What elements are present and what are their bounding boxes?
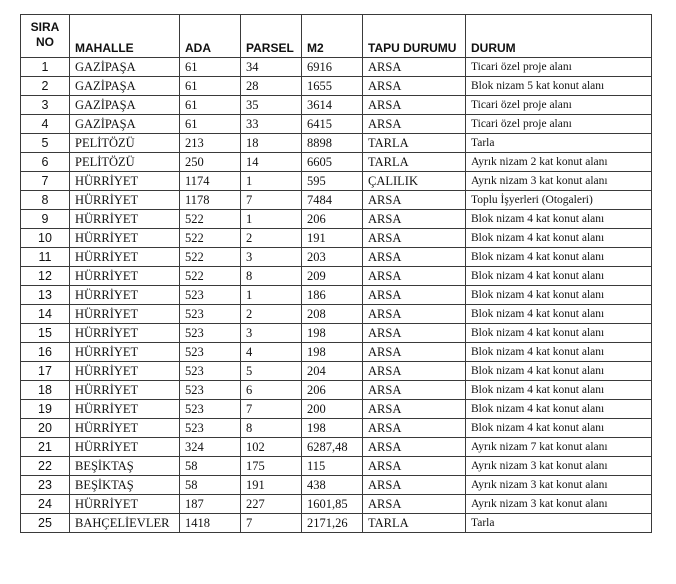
cell-m2: 186 bbox=[302, 286, 363, 305]
cell-parsel: 102 bbox=[241, 438, 302, 457]
cell-durum: Ticari özel proje alanı bbox=[466, 115, 652, 134]
cell-durum: Blok nizam 4 kat konut alanı bbox=[466, 400, 652, 419]
cell-durum: Blok nizam 4 kat konut alanı bbox=[466, 343, 652, 362]
cell-tapu-durumu: ARSA bbox=[363, 495, 466, 514]
table-row bbox=[21, 438, 652, 457]
cell-ada: 61 bbox=[180, 115, 241, 134]
cell-m2: 6605 bbox=[302, 153, 363, 172]
cell-sira-no: 11 bbox=[21, 248, 70, 267]
cell-m2: 3614 bbox=[302, 96, 363, 115]
cell-mahalle: BEŞİKTAŞ bbox=[70, 457, 180, 476]
cell-parsel: 1 bbox=[241, 172, 302, 191]
cell-parsel: 7 bbox=[241, 191, 302, 210]
cell-tapu-durumu: ARSA bbox=[363, 343, 466, 362]
cell-parsel: 2 bbox=[241, 305, 302, 324]
cell-sira-no: 23 bbox=[21, 476, 70, 495]
cell-parsel: 227 bbox=[241, 495, 302, 514]
table-row bbox=[21, 286, 652, 305]
cell-sira-no: 8 bbox=[21, 191, 70, 210]
cell-durum: Blok nizam 4 kat konut alanı bbox=[466, 229, 652, 248]
cell-ada: 61 bbox=[180, 77, 241, 96]
cell-mahalle: HÜRRİYET bbox=[70, 419, 180, 438]
cell-mahalle: PELİTÖZÜ bbox=[70, 134, 180, 153]
cell-durum: Blok nizam 4 kat konut alanı bbox=[466, 381, 652, 400]
cell-durum: Tarla bbox=[466, 134, 652, 153]
cell-parsel: 14 bbox=[241, 153, 302, 172]
cell-sira-no: 3 bbox=[21, 96, 70, 115]
cell-tapu-durumu: ARSA bbox=[363, 324, 466, 343]
cell-mahalle: GAZİPAŞA bbox=[70, 77, 180, 96]
cell-m2: 200 bbox=[302, 400, 363, 419]
table-row bbox=[21, 514, 652, 533]
cell-parsel: 34 bbox=[241, 58, 302, 77]
table-row bbox=[21, 153, 652, 172]
table-row bbox=[21, 172, 652, 191]
table-row bbox=[21, 419, 652, 438]
cell-ada: 522 bbox=[180, 210, 241, 229]
cell-m2: 7484 bbox=[302, 191, 363, 210]
cell-tapu-durumu: ARSA bbox=[363, 77, 466, 96]
cell-sira-no: 12 bbox=[21, 267, 70, 286]
cell-tapu-durumu: ARSA bbox=[363, 248, 466, 267]
cell-durum: Ayrık nizam 3 kat konut alanı bbox=[466, 495, 652, 514]
cell-ada: 522 bbox=[180, 229, 241, 248]
cell-m2: 8898 bbox=[302, 134, 363, 153]
cell-sira-no: 16 bbox=[21, 343, 70, 362]
cell-mahalle: HÜRRİYET bbox=[70, 438, 180, 457]
cell-tapu-durumu: ARSA bbox=[363, 210, 466, 229]
table-row bbox=[21, 191, 652, 210]
cell-sira-no: 1 bbox=[21, 58, 70, 77]
table-row bbox=[21, 305, 652, 324]
cell-ada: 523 bbox=[180, 305, 241, 324]
cell-durum: Tarla bbox=[466, 514, 652, 533]
cell-durum: Blok nizam 4 kat konut alanı bbox=[466, 419, 652, 438]
cell-ada: 523 bbox=[180, 324, 241, 343]
cell-ada: 523 bbox=[180, 362, 241, 381]
cell-parsel: 8 bbox=[241, 267, 302, 286]
cell-ada: 213 bbox=[180, 134, 241, 153]
cell-parsel: 3 bbox=[241, 324, 302, 343]
cell-mahalle: HÜRRİYET bbox=[70, 210, 180, 229]
cell-sira-no: 5 bbox=[21, 134, 70, 153]
cell-m2: 6287,48 bbox=[302, 438, 363, 457]
cell-ada: 58 bbox=[180, 457, 241, 476]
cell-m2: 198 bbox=[302, 324, 363, 343]
cell-mahalle: PELİTÖZÜ bbox=[70, 153, 180, 172]
cell-m2: 1655 bbox=[302, 77, 363, 96]
table-row bbox=[21, 343, 652, 362]
cell-sira-no: 14 bbox=[21, 305, 70, 324]
cell-ada: 58 bbox=[180, 476, 241, 495]
cell-m2: 198 bbox=[302, 343, 363, 362]
cell-parsel: 18 bbox=[241, 134, 302, 153]
table-row bbox=[21, 362, 652, 381]
cell-sira-no: 19 bbox=[21, 400, 70, 419]
cell-mahalle: HÜRRİYET bbox=[70, 495, 180, 514]
cell-tapu-durumu: ARSA bbox=[363, 286, 466, 305]
cell-durum: Blok nizam 4 kat konut alanı bbox=[466, 248, 652, 267]
table-row bbox=[21, 267, 652, 286]
cell-mahalle: GAZİPAŞA bbox=[70, 96, 180, 115]
cell-mahalle: HÜRRİYET bbox=[70, 400, 180, 419]
cell-tapu-durumu: ARSA bbox=[363, 58, 466, 77]
cell-m2: 438 bbox=[302, 476, 363, 495]
cell-parsel: 2 bbox=[241, 229, 302, 248]
cell-sira-no: 20 bbox=[21, 419, 70, 438]
cell-parsel: 1 bbox=[241, 286, 302, 305]
cell-mahalle: HÜRRİYET bbox=[70, 286, 180, 305]
cell-mahalle: BEŞİKTAŞ bbox=[70, 476, 180, 495]
cell-m2: 206 bbox=[302, 381, 363, 400]
table-row bbox=[21, 229, 652, 248]
cell-mahalle: HÜRRİYET bbox=[70, 362, 180, 381]
cell-ada: 61 bbox=[180, 58, 241, 77]
cell-sira-no: 6 bbox=[21, 153, 70, 172]
cell-tapu-durumu: ARSA bbox=[363, 115, 466, 134]
cell-mahalle: BAHÇELİEVLER bbox=[70, 514, 180, 533]
cell-m2: 206 bbox=[302, 210, 363, 229]
cell-ada: 61 bbox=[180, 96, 241, 115]
cell-mahalle: HÜRRİYET bbox=[70, 381, 180, 400]
cell-sira-no: 25 bbox=[21, 514, 70, 533]
cell-sira-no: 22 bbox=[21, 457, 70, 476]
cell-ada: 1418 bbox=[180, 514, 241, 533]
table-row bbox=[21, 400, 652, 419]
cell-parsel: 8 bbox=[241, 419, 302, 438]
cell-mahalle: HÜRRİYET bbox=[70, 191, 180, 210]
cell-tapu-durumu: ÇALILIK bbox=[363, 172, 466, 191]
cell-tapu-durumu: ARSA bbox=[363, 457, 466, 476]
cell-m2: 1601,85 bbox=[302, 495, 363, 514]
cell-durum: Ayrık nizam 2 kat konut alanı bbox=[466, 153, 652, 172]
cell-m2: 191 bbox=[302, 229, 363, 248]
cell-parsel: 7 bbox=[241, 514, 302, 533]
cell-parsel: 3 bbox=[241, 248, 302, 267]
cell-parsel: 175 bbox=[241, 457, 302, 476]
cell-tapu-durumu: ARSA bbox=[363, 229, 466, 248]
cell-ada: 1174 bbox=[180, 172, 241, 191]
cell-durum: Blok nizam 4 kat konut alanı bbox=[466, 362, 652, 381]
cell-ada: 1178 bbox=[180, 191, 241, 210]
cell-ada: 187 bbox=[180, 495, 241, 514]
table-row bbox=[21, 58, 652, 77]
cell-sira-no: 13 bbox=[21, 286, 70, 305]
cell-parsel: 33 bbox=[241, 115, 302, 134]
property-table-container bbox=[20, 14, 652, 533]
cell-ada: 250 bbox=[180, 153, 241, 172]
table-row bbox=[21, 134, 652, 153]
cell-parsel: 6 bbox=[241, 381, 302, 400]
cell-parsel: 7 bbox=[241, 400, 302, 419]
cell-mahalle: HÜRRİYET bbox=[70, 172, 180, 191]
cell-m2: 208 bbox=[302, 305, 363, 324]
cell-mahalle: HÜRRİYET bbox=[70, 267, 180, 286]
cell-tapu-durumu: TARLA bbox=[363, 514, 466, 533]
table-row bbox=[21, 248, 652, 267]
cell-durum: Blok nizam 4 kat konut alanı bbox=[466, 324, 652, 343]
cell-m2: 595 bbox=[302, 172, 363, 191]
cell-sira-no: 15 bbox=[21, 324, 70, 343]
cell-m2: 2171,26 bbox=[302, 514, 363, 533]
cell-m2: 198 bbox=[302, 419, 363, 438]
cell-tapu-durumu: TARLA bbox=[363, 134, 466, 153]
cell-m2: 6916 bbox=[302, 58, 363, 77]
cell-sira-no: 18 bbox=[21, 381, 70, 400]
table-row bbox=[21, 115, 652, 134]
cell-parsel: 191 bbox=[241, 476, 302, 495]
cell-ada: 522 bbox=[180, 248, 241, 267]
table-row bbox=[21, 476, 652, 495]
cell-parsel: 35 bbox=[241, 96, 302, 115]
cell-mahalle: HÜRRİYET bbox=[70, 343, 180, 362]
table-header-row bbox=[21, 15, 652, 58]
cell-durum: Ayrık nizam 3 kat konut alanı bbox=[466, 172, 652, 191]
cell-m2: 209 bbox=[302, 267, 363, 286]
header-durum: DURUM bbox=[466, 15, 652, 58]
cell-tapu-durumu: ARSA bbox=[363, 305, 466, 324]
cell-ada: 523 bbox=[180, 343, 241, 362]
cell-durum: Blok nizam 4 kat konut alanı bbox=[466, 267, 652, 286]
cell-m2: 203 bbox=[302, 248, 363, 267]
cell-durum: Ayrık nizam 7 kat konut alanı bbox=[466, 438, 652, 457]
cell-tapu-durumu: ARSA bbox=[363, 438, 466, 457]
header-ada: ADA bbox=[180, 15, 241, 58]
cell-mahalle: GAZİPAŞA bbox=[70, 115, 180, 134]
cell-mahalle: HÜRRİYET bbox=[70, 248, 180, 267]
header-mahalle: MAHALLE bbox=[70, 15, 180, 58]
cell-ada: 523 bbox=[180, 419, 241, 438]
cell-sira-no: 17 bbox=[21, 362, 70, 381]
cell-parsel: 1 bbox=[241, 210, 302, 229]
table-row bbox=[21, 495, 652, 514]
cell-mahalle: HÜRRİYET bbox=[70, 229, 180, 248]
table-row bbox=[21, 457, 652, 476]
header-tapu-durumu: TAPU DURUMU bbox=[363, 15, 466, 58]
table-row bbox=[21, 210, 652, 229]
table-row bbox=[21, 96, 652, 115]
cell-durum: Ayrık nizam 3 kat konut alanı bbox=[466, 476, 652, 495]
property-table bbox=[20, 14, 652, 533]
cell-sira-no: 7 bbox=[21, 172, 70, 191]
cell-m2: 6415 bbox=[302, 115, 363, 134]
cell-ada: 523 bbox=[180, 381, 241, 400]
cell-ada: 324 bbox=[180, 438, 241, 457]
cell-tapu-durumu: ARSA bbox=[363, 381, 466, 400]
cell-durum: Ticari özel proje alanı bbox=[466, 96, 652, 115]
cell-sira-no: 24 bbox=[21, 495, 70, 514]
cell-mahalle: HÜRRİYET bbox=[70, 324, 180, 343]
header-parsel: PARSEL bbox=[241, 15, 302, 58]
cell-sira-no: 21 bbox=[21, 438, 70, 457]
cell-m2: 204 bbox=[302, 362, 363, 381]
cell-durum: Toplu İşyerleri (Otogaleri) bbox=[466, 191, 652, 210]
cell-ada: 522 bbox=[180, 267, 241, 286]
table-row bbox=[21, 381, 652, 400]
cell-tapu-durumu: ARSA bbox=[363, 362, 466, 381]
cell-ada: 523 bbox=[180, 400, 241, 419]
cell-sira-no: 4 bbox=[21, 115, 70, 134]
cell-mahalle: GAZİPAŞA bbox=[70, 58, 180, 77]
cell-durum: Blok nizam 5 kat konut alanı bbox=[466, 77, 652, 96]
cell-sira-no: 10 bbox=[21, 229, 70, 248]
header-sira-line1: SIRA bbox=[30, 20, 60, 34]
cell-tapu-durumu: ARSA bbox=[363, 476, 466, 495]
table-row bbox=[21, 324, 652, 343]
cell-durum: Blok nizam 4 kat konut alanı bbox=[466, 286, 652, 305]
cell-mahalle: HÜRRİYET bbox=[70, 305, 180, 324]
header-m2: M2 bbox=[302, 15, 363, 58]
cell-sira-no: 9 bbox=[21, 210, 70, 229]
cell-parsel: 28 bbox=[241, 77, 302, 96]
cell-parsel: 5 bbox=[241, 362, 302, 381]
cell-durum: Ticari özel proje alanı bbox=[466, 58, 652, 77]
header-sira-line2: NO bbox=[36, 35, 54, 49]
table-row bbox=[21, 77, 652, 96]
cell-m2: 115 bbox=[302, 457, 363, 476]
cell-sira-no: 2 bbox=[21, 77, 70, 96]
cell-durum: Blok nizam 4 kat konut alanı bbox=[466, 305, 652, 324]
header-sira-no bbox=[21, 15, 70, 58]
cell-parsel: 4 bbox=[241, 343, 302, 362]
cell-tapu-durumu: ARSA bbox=[363, 96, 466, 115]
cell-tapu-durumu: ARSA bbox=[363, 267, 466, 286]
cell-tapu-durumu: ARSA bbox=[363, 419, 466, 438]
table-body bbox=[21, 58, 652, 533]
cell-tapu-durumu: ARSA bbox=[363, 400, 466, 419]
cell-durum: Ayrık nizam 3 kat konut alanı bbox=[466, 457, 652, 476]
cell-tapu-durumu: ARSA bbox=[363, 191, 466, 210]
cell-ada: 523 bbox=[180, 286, 241, 305]
cell-durum: Blok nizam 4 kat konut alanı bbox=[466, 210, 652, 229]
cell-tapu-durumu: TARLA bbox=[363, 153, 466, 172]
